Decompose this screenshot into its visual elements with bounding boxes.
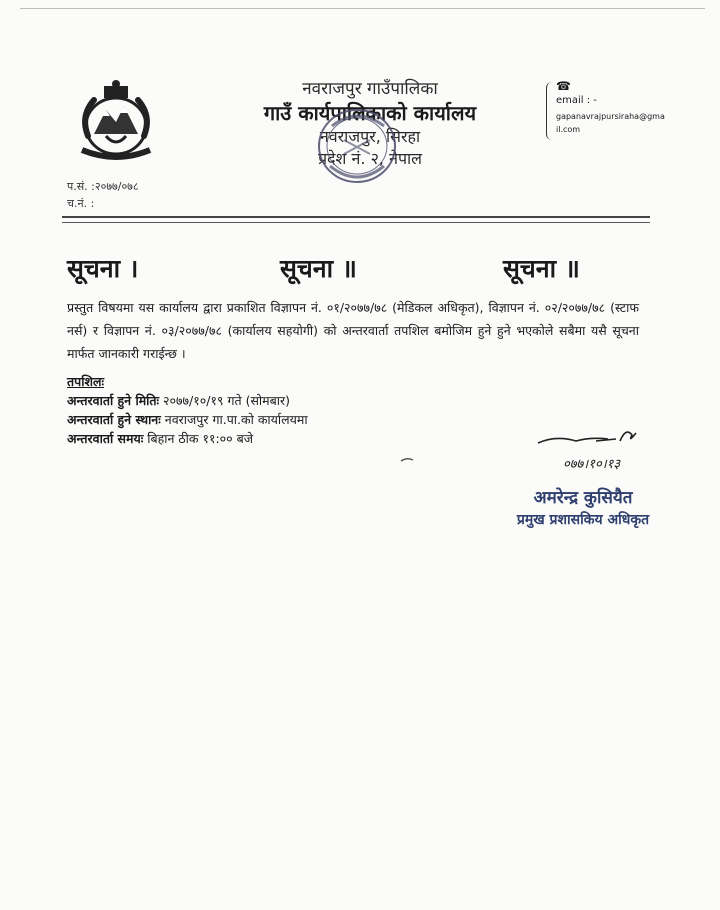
handwritten-signature [536, 425, 646, 451]
phone-icon: ☎ [556, 79, 571, 93]
header-rule-thin [62, 222, 650, 223]
notice-heading-2: सूचना ॥ [280, 254, 357, 283]
detail-label: अन्तरवार्ता हुने मितिः [67, 393, 160, 408]
signatory-title: प्रमुख प्रशासकिय अधिकृत [516, 512, 650, 528]
notice-heading-1: सूचना । [67, 254, 139, 283]
office-stamp [292, 96, 422, 206]
detail-row-place [67, 410, 308, 429]
details-block [67, 372, 308, 448]
detail-row-date [67, 391, 308, 410]
signature-date: ०७७।१०।१३ [563, 457, 621, 472]
municipality-name: नवराजपुर गाउँपालिका [302, 79, 438, 99]
detail-value: बिहान ठीक ११:०० बजे [143, 431, 254, 446]
province-name: प्रदेश नं. २, नेपाल [317, 149, 423, 168]
nepal-emblem-icon [66, 76, 166, 166]
email-label: email : - [556, 95, 597, 106]
ink-mark [400, 457, 414, 463]
office-address: नवराजपुर, सिरहा [319, 127, 421, 146]
detail-label: अन्तरवार्ता समयः [67, 431, 144, 446]
signatory-block [498, 486, 668, 530]
office-name: गाउँ कार्यपालिकाको कार्यालय [263, 101, 477, 125]
details-heading: तपशिलः [67, 374, 104, 389]
notice-body: प्रस्तुत विषयमा यस कार्यालय द्वारा प्रकाशित विज्ञापन नं. ०१/२०७७/७८ (मेडिकल अधिकृत), विज्ञापन नं. ०२/२०७७/७८ (स्टाफ नर्स) र विज्ञापन नं. ०३/२०७७/७८ (कार्यालय सहयोगी) को अन्तरवार्ता तपशिल बमोजिम हुने हुने भएकोले सबैमा यसै सूचना मार्फत जानकारी गराईन्छ । [67, 300, 639, 361]
top-rule [20, 8, 705, 9]
header-rule-thick [62, 216, 650, 218]
detail-value: नवराजपुर गा.पा.को कार्यालयमा [160, 412, 308, 427]
email-address: gapanavrajpursiraha@gmail.com [556, 112, 665, 134]
detail-value: २०७७/१०/१९ गते (सोमबार) [159, 393, 290, 408]
signatory-name: अमरेन्द्र कुसियैत [533, 488, 633, 508]
notice-heading-3: सूचना ॥ [503, 254, 580, 283]
dispatch-number: च.नं. : [67, 197, 95, 210]
contact-brace [546, 82, 555, 140]
detail-row-time [67, 429, 308, 448]
reference-number: प.सं. :२०७७/०७८ [67, 180, 139, 193]
detail-label: अन्तरवार्ता हुने स्थानः [67, 412, 161, 427]
reference-block [67, 178, 139, 212]
